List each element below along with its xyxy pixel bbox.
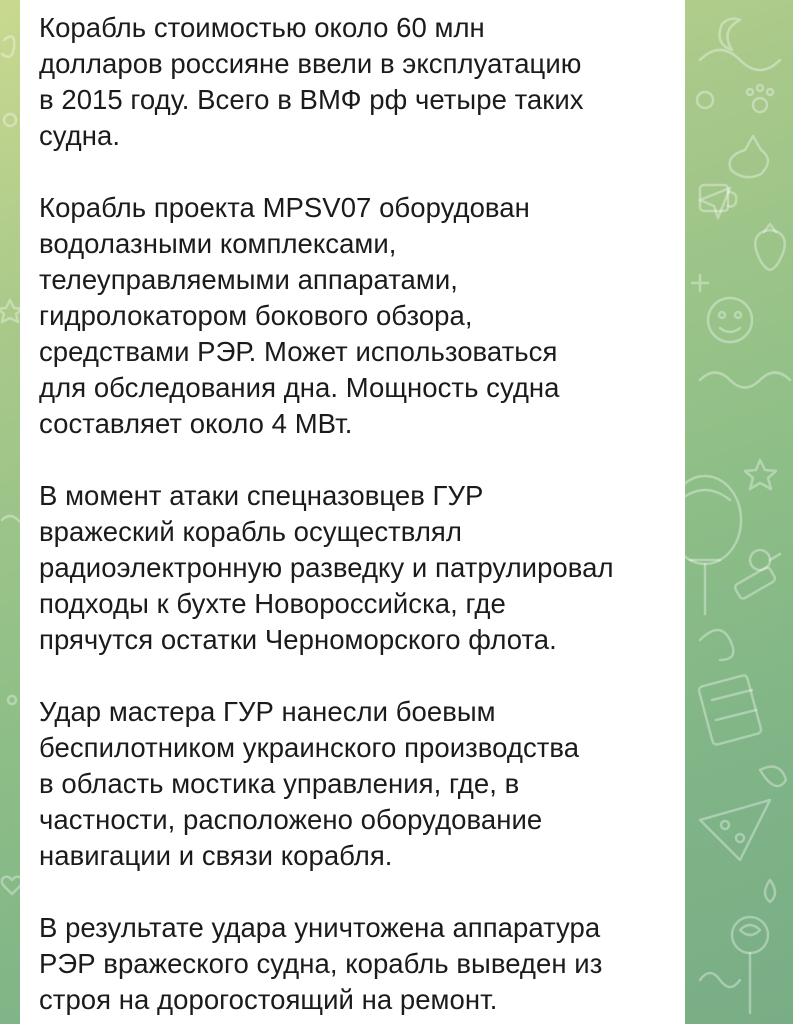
pizza-icon: [700, 800, 770, 860]
message-paragraph-2: Корабль проекта MPSV07 оборудован водолазными комплексами, телеуправляемыми аппаратами, гидролокатором бокового обзора, средствами РЭР. Может использоваться для обследования дна. Мощность судна составляет около 4 МВт.: [39, 192, 560, 439]
message-bubble[interactable]: [20, 0, 685, 1024]
message-paragraph-1: Корабль стоимостью около 60 млн долларов россияне ввели в эксплуатацию в 2015 году. Всего в ВМФ рф четыре таких судна.: [39, 12, 584, 151]
star2-icon: [745, 460, 776, 489]
flashlight-icon: [734, 554, 780, 600]
ring-icon: [697, 92, 713, 108]
cat-icon: [730, 136, 768, 177]
message-paragraph-5: В результате удара уничтожена аппаратура РЭР вражеского судна, корабль выведен из строя на дорогостоящий на ремонт.: [39, 912, 603, 1015]
dot-icon: [8, 696, 16, 704]
swirl-icon: [2, 36, 14, 56]
loop-icon: [700, 630, 733, 660]
sparkle-icon: [692, 275, 708, 291]
curl-icon: [700, 973, 740, 987]
wave2-icon: [700, 373, 790, 388]
star-icon: [0, 300, 22, 322]
face-icon: [708, 298, 752, 342]
squiggle-icon: [700, 50, 780, 70]
paper-plane-icon: [700, 188, 730, 218]
paw-icon: [747, 85, 773, 112]
lollipop-icon: [732, 917, 768, 1013]
moon-icon: [720, 19, 740, 50]
leaf-icon: [760, 767, 786, 786]
strawberry-icon: [755, 224, 784, 270]
chocolate-icon: [698, 675, 762, 746]
drop-icon: [765, 880, 775, 902]
message-paragraph-4: Удар мастера ГУР нанесли боевым беспилотником украинского производства в область мостика управления, где, в частности, расположено оборудование навигации и связи корабля.: [39, 696, 580, 871]
circle-icon: [4, 114, 16, 126]
message-paragraph-3: В момент атаки спецназовцев ГУР вражеский корабль осуществлял радиоэлектронную разведку и патрулировал подходы к бухте Новороссийска, где прячутся остатки Черноморского флота.: [39, 480, 614, 655]
